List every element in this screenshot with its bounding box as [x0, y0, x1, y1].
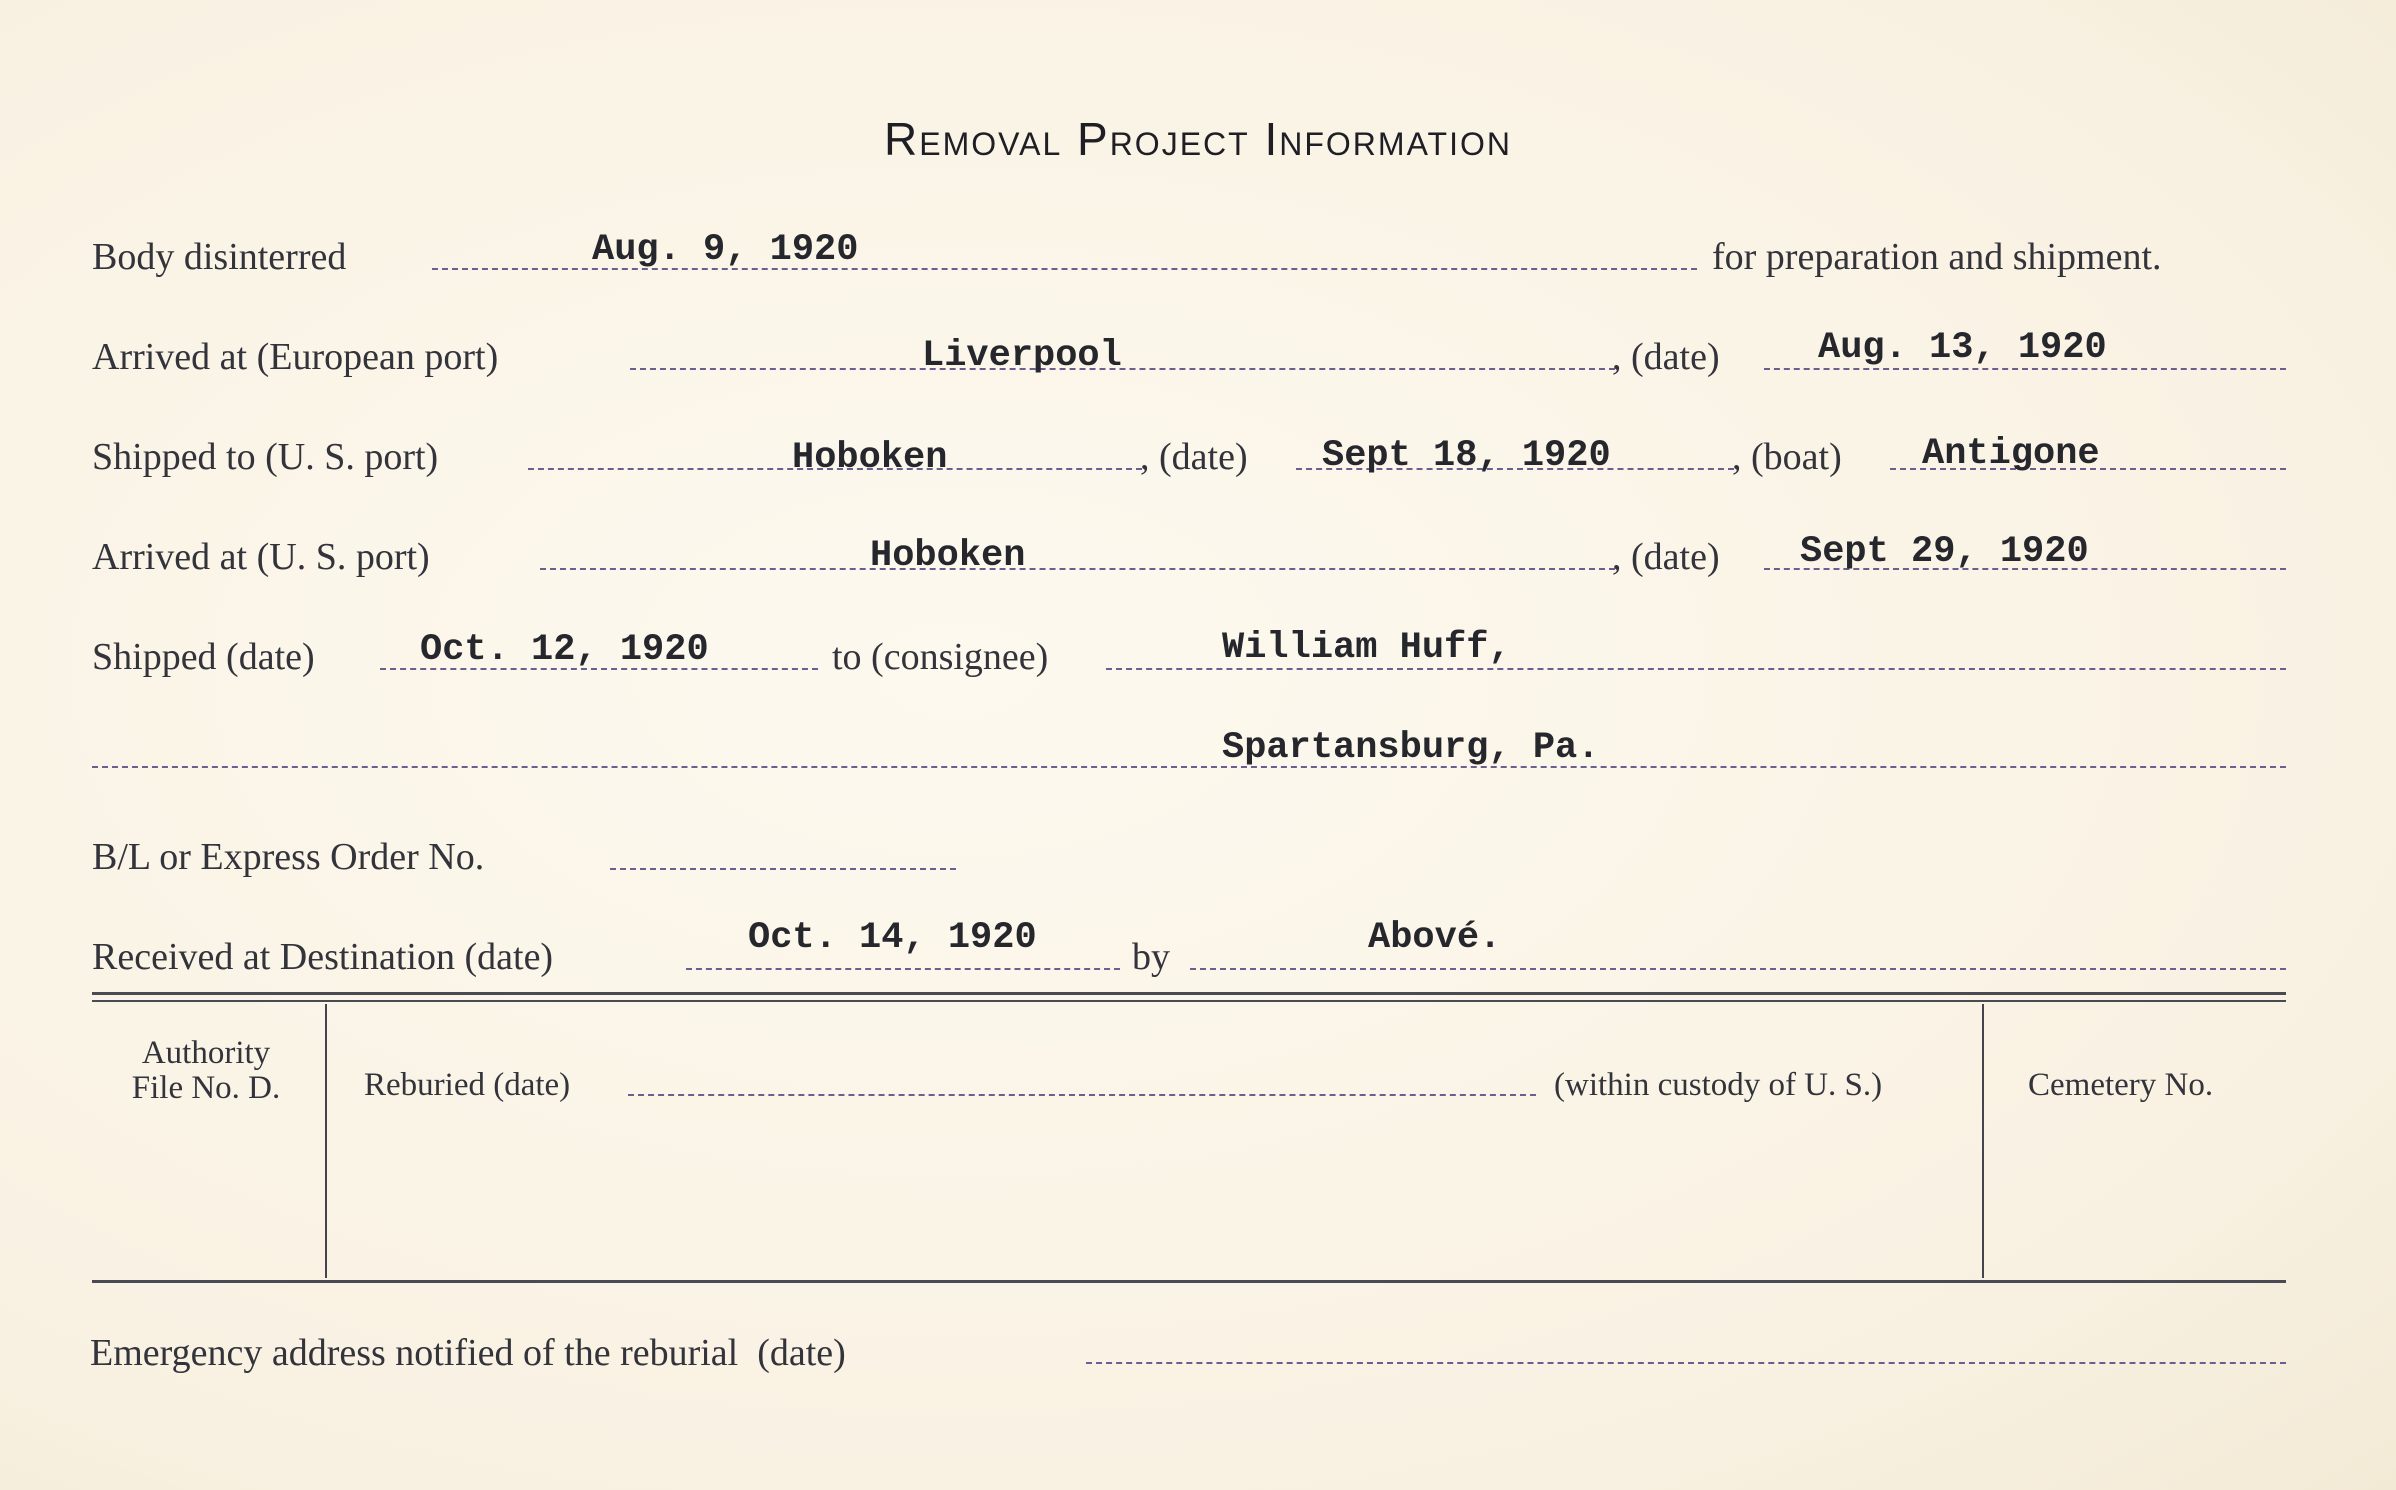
cemetery-label: Cemetery No.: [2028, 1067, 2214, 1103]
reburied-line: [628, 1094, 1536, 1096]
emergency-line: [1086, 1362, 2286, 1364]
section-rule-top-2: [92, 1000, 2286, 1002]
received-date-line: [686, 968, 1120, 970]
authority-line2: File No. D.: [131, 1069, 281, 1106]
reburied-label: Reburied (date): [364, 1067, 571, 1103]
shipped-us-boat-value: Antigone: [1922, 433, 2100, 475]
consignee-line1: William Huff,: [1222, 627, 1511, 669]
consignee-label: to (consignee): [832, 636, 1049, 678]
consignee-address-line: [92, 766, 2286, 768]
bl-label: B/L or Express Order No.: [92, 836, 485, 878]
box-divider-right: [1982, 1004, 1984, 1278]
shipped-us-boat-label: , (boat): [1732, 436, 1842, 478]
emergency-label: Emergency address notified of the reburial (date): [90, 1332, 846, 1374]
shipped-date-value: Oct. 12, 1920: [420, 629, 709, 671]
shipped-us-date-label: , (date): [1140, 436, 1248, 478]
shipped-us-value: Hoboken: [792, 437, 948, 479]
european-port-label: Arrived at (European port): [92, 336, 499, 378]
european-port-date-label: , (date): [1612, 336, 1720, 378]
authority-line1: Authority: [141, 1035, 271, 1071]
arrived-us-line: [540, 568, 1615, 570]
disinterred-suffix: for preparation and shipment.: [1712, 236, 2162, 278]
shipped-us-date-value: Sept 18, 1920: [1322, 435, 1611, 477]
disinterred-value: Aug. 9, 1920: [592, 229, 859, 271]
received-by-label: by: [1132, 936, 1170, 978]
arrived-us-value: Hoboken: [870, 535, 1026, 577]
custody-label: (within custody of U. S.): [1554, 1067, 1883, 1103]
page-title: Removal Project Information: [884, 113, 1512, 165]
received-label: Received at Destination (date): [92, 936, 554, 978]
disinterred-label: Body disinterred: [92, 236, 347, 278]
european-port-line: [630, 368, 1615, 370]
authority-label: [96, 1036, 316, 1105]
arrived-us-date-label: , (date): [1612, 536, 1720, 578]
european-port-value: Liverpool: [922, 335, 1122, 377]
received-date-value: Oct. 14, 1920: [748, 917, 1037, 959]
arrived-us-date-value: Sept 29, 1920: [1800, 531, 2089, 573]
received-by-line: [1190, 968, 2286, 970]
received-by-value: Abové.: [1368, 917, 1502, 959]
bl-line: [610, 868, 956, 870]
consignee-line2: Spartansburg, Pa.: [1222, 727, 1600, 769]
section-rule-bottom: [92, 1280, 2286, 1283]
shipped-us-label: Shipped to (U. S. port): [92, 436, 439, 478]
shipped-date-label: Shipped (date): [92, 636, 315, 678]
arrived-us-label: Arrived at (U. S. port): [92, 536, 430, 578]
section-rule-top: [92, 992, 2286, 995]
european-port-date-value: Aug. 13, 1920: [1818, 327, 2107, 369]
box-divider-left: [325, 1004, 327, 1278]
